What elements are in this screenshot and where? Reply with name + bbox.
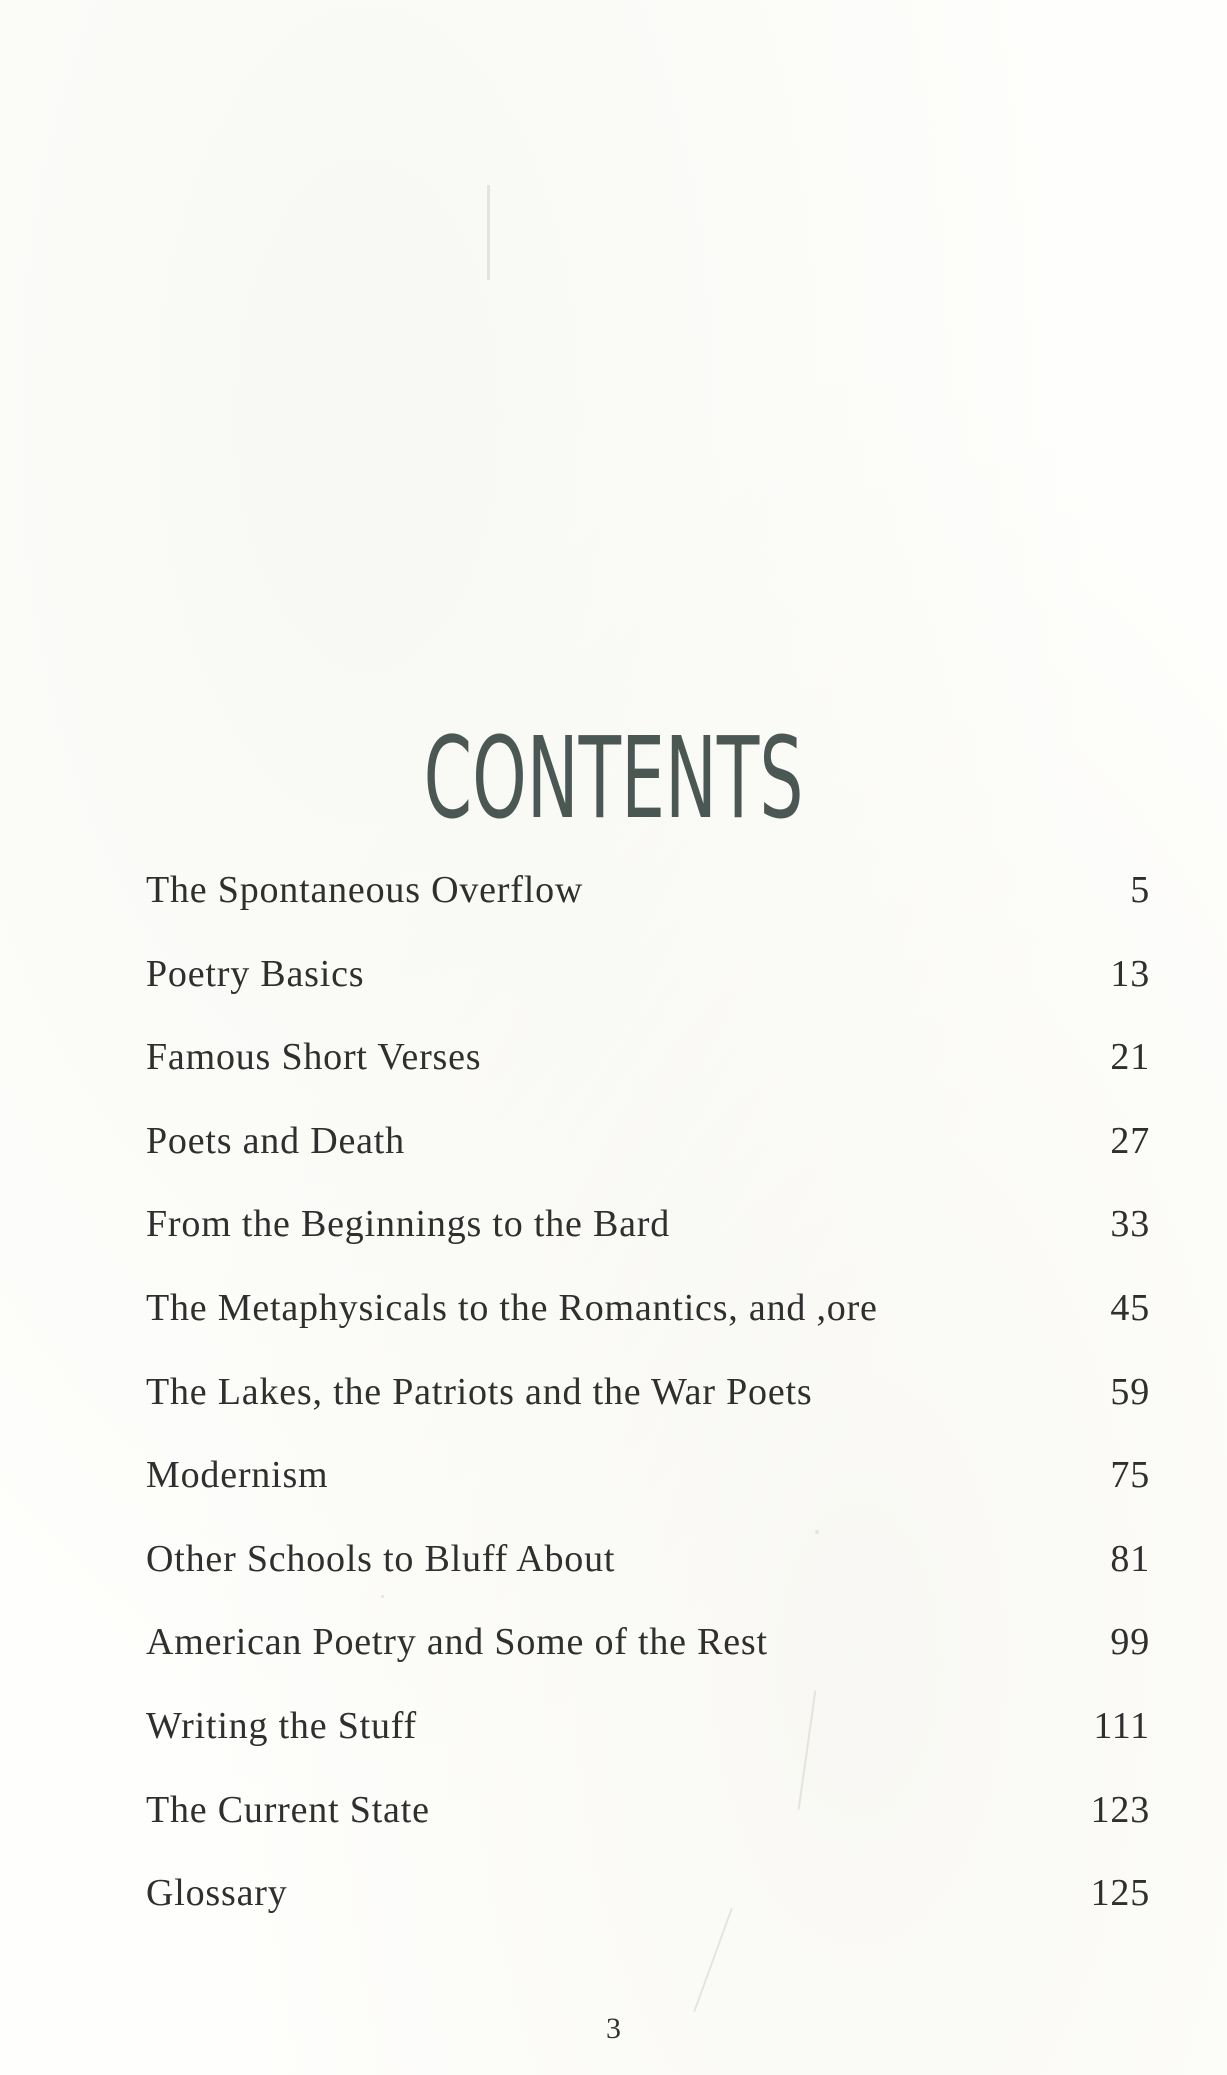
page-number: 3 bbox=[606, 2012, 621, 2045]
toc-entry-page: 13 bbox=[1110, 952, 1150, 995]
toc-entry-page: 99 bbox=[1110, 1621, 1150, 1664]
toc-entry[interactable] bbox=[146, 1861, 1150, 1945]
toc-entry-title: Famous Short Verses bbox=[146, 1036, 482, 1079]
toc-entry-page: 21 bbox=[1110, 1036, 1150, 1079]
toc-entry-title: Glossary bbox=[146, 1872, 288, 1915]
toc-entry-page: 81 bbox=[1110, 1537, 1150, 1580]
toc-entry-page: 111 bbox=[1093, 1704, 1150, 1747]
toc-entry[interactable] bbox=[146, 1694, 1150, 1778]
toc-entry-title: The Spontaneous Overflow bbox=[146, 869, 584, 911]
toc-entry-title: The Metaphysicals to the Romantics, and ,ore bbox=[146, 1286, 878, 1329]
toc-entry-title: Other Schools to Bluff About bbox=[146, 1537, 616, 1580]
toc-entry[interactable] bbox=[146, 1276, 1150, 1360]
page-title: CONTENTS bbox=[423, 714, 804, 845]
table-of-contents bbox=[146, 858, 1150, 1945]
toc-entry[interactable] bbox=[146, 1610, 1150, 1694]
toc-entry-title: From the Beginnings to the Bard bbox=[146, 1203, 671, 1246]
toc-entry[interactable] bbox=[146, 1109, 1150, 1193]
toc-entry[interactable] bbox=[146, 1778, 1150, 1862]
toc-entry[interactable] bbox=[146, 858, 1150, 942]
toc-entry[interactable] bbox=[146, 1443, 1150, 1527]
toc-entry-page: 45 bbox=[1110, 1286, 1150, 1329]
toc-entry[interactable] bbox=[146, 942, 1150, 1026]
toc-entry-page: 59 bbox=[1110, 1370, 1150, 1413]
paper-scuff-mark bbox=[487, 185, 490, 280]
toc-entry-page: 75 bbox=[1110, 1454, 1150, 1497]
toc-entry[interactable] bbox=[146, 1360, 1150, 1444]
toc-entry-title: The Current State bbox=[146, 1788, 430, 1831]
toc-entry-page: 123 bbox=[1090, 1788, 1150, 1831]
toc-entry[interactable] bbox=[146, 1192, 1150, 1276]
toc-entry-title: The Lakes, the Patriots and the War Poets bbox=[146, 1370, 813, 1413]
toc-entry-page: 33 bbox=[1110, 1203, 1150, 1246]
toc-entry-page: 5 bbox=[1130, 869, 1150, 911]
toc-entry-title: Modernism bbox=[146, 1454, 329, 1497]
toc-entry-page: 125 bbox=[1090, 1872, 1150, 1915]
toc-entry-title: Poetry Basics bbox=[146, 952, 365, 995]
toc-entry[interactable] bbox=[146, 1527, 1150, 1611]
toc-entry[interactable] bbox=[146, 1025, 1150, 1109]
toc-entry-title: Writing the Stuff bbox=[146, 1704, 418, 1747]
toc-entry-title: Poets and Death bbox=[146, 1119, 405, 1162]
toc-entry-title: American Poetry and Some of the Rest bbox=[146, 1621, 768, 1664]
toc-entry-page: 27 bbox=[1110, 1119, 1150, 1162]
